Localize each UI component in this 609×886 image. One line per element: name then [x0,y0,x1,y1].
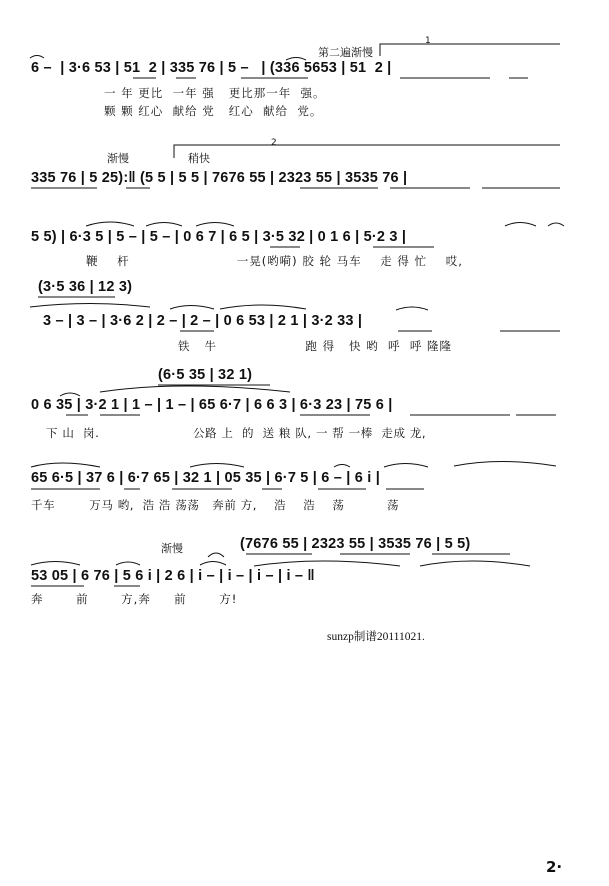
slur [334,465,350,468]
lyric-row-7: 奔 前 方,奔 前 方! [31,592,238,606]
slur [86,222,134,226]
slur [196,223,234,227]
slur [170,306,214,310]
lyric-row-4: 铁 牛 跑 得 快 哟 呼 呼 隆隆 [178,339,452,353]
slur [396,307,428,310]
page-number: 2· [546,858,563,876]
transcriber-credit: sunzp制谱20111021. [327,631,425,643]
slur [548,223,564,226]
tempo-mark-ritardando-1: 渐慢 [107,152,129,165]
slur [254,561,400,566]
slur [384,464,428,468]
notation-row-5-upper: (6·5 35 | 32 1) [158,367,253,383]
tempo-mark-ritardando-2: 渐慢 [161,542,183,555]
notation-row-7-upper: (7676 55 | 2323 55 | 3535 76 | 5 5) [240,536,471,552]
slur [454,462,556,467]
volta-number-2: 2 [271,138,277,148]
slur [31,562,80,566]
lyric-row-5: 下 山 岗. 公路 上 的 送 粮 队, 一 帮 一棒 走成 龙, [46,426,427,440]
volta-number-1: 1 [425,36,431,46]
slur [30,56,44,59]
slur [31,463,100,467]
lyric-row-1-verse-2: 颗 颗 红心 献给 党 红心 献给 党。 [104,104,323,118]
notation-row-4-upper: (3·5 36 | 12 3) [38,279,133,295]
slur [420,561,530,566]
notation-row-7: 53 05 | 6 76 | 5 6 i | 2 6 | i – | i – | i – | i – ‖ [31,568,315,584]
notation-row-6: 65 6·5 | 37 6 | 6·7 65 | 32 1 | 05 35 | 6·7 5 | 6 – | 6 i | [31,470,380,486]
tempo-mark-second-time: 第二遍渐慢 [318,46,373,59]
lyric-row-6: 千车 万马 哟, 浩 浩 荡荡 奔前 方, 浩 浩 荡 荡 [31,498,400,512]
slur [190,464,244,468]
slur [220,305,306,309]
slur [200,562,226,566]
slur [100,386,290,392]
slur [286,58,306,61]
notation-row-1: 6 – | 3·6 53 | 51 2 | 335 76 | 5 – | (336 5653 | 51 2 | [31,60,392,76]
volta-bracket-1 [380,44,560,56]
tempo-mark-faster: 稍快 [188,152,210,165]
lyric-row-3: 鞭 杆 一晃(哟嗬) 胶 轮 马车 走 得 忙 哎, [86,254,463,268]
notation-row-5: 0 6 35 | 3·2 1 | 1 – | 1 – | 65 6·7 | 6 6 3 | 6·3 23 | 75 6 | [31,397,393,413]
notation-row-2: 335 76 | 5 25):‖ (5 5 | 5 5 | 7676 55 | 2323 55 | 3535 76 | [31,170,408,186]
notation-row-3: 5 5) | 6·3 5 | 5 – | 5 – | 0 6 7 | 6 5 | 3·5 32 | 0 1 6 | 5·2 3 | [31,229,407,245]
notation-row-4: 3 – | 3 – | 3·6 2 | 2 – | 2 – | 0 6 53 | 2 1 | 3·2 33 | [43,313,363,329]
fermata [208,553,224,557]
slur [60,393,80,396]
volta-bracket-2 [174,145,560,158]
slur [30,304,150,308]
slur [146,223,182,227]
lyric-row-1-verse-1: 一 年 更比 一年 强 更比那一年 强。 [104,86,326,100]
slur [505,223,536,227]
slur [116,562,140,565]
